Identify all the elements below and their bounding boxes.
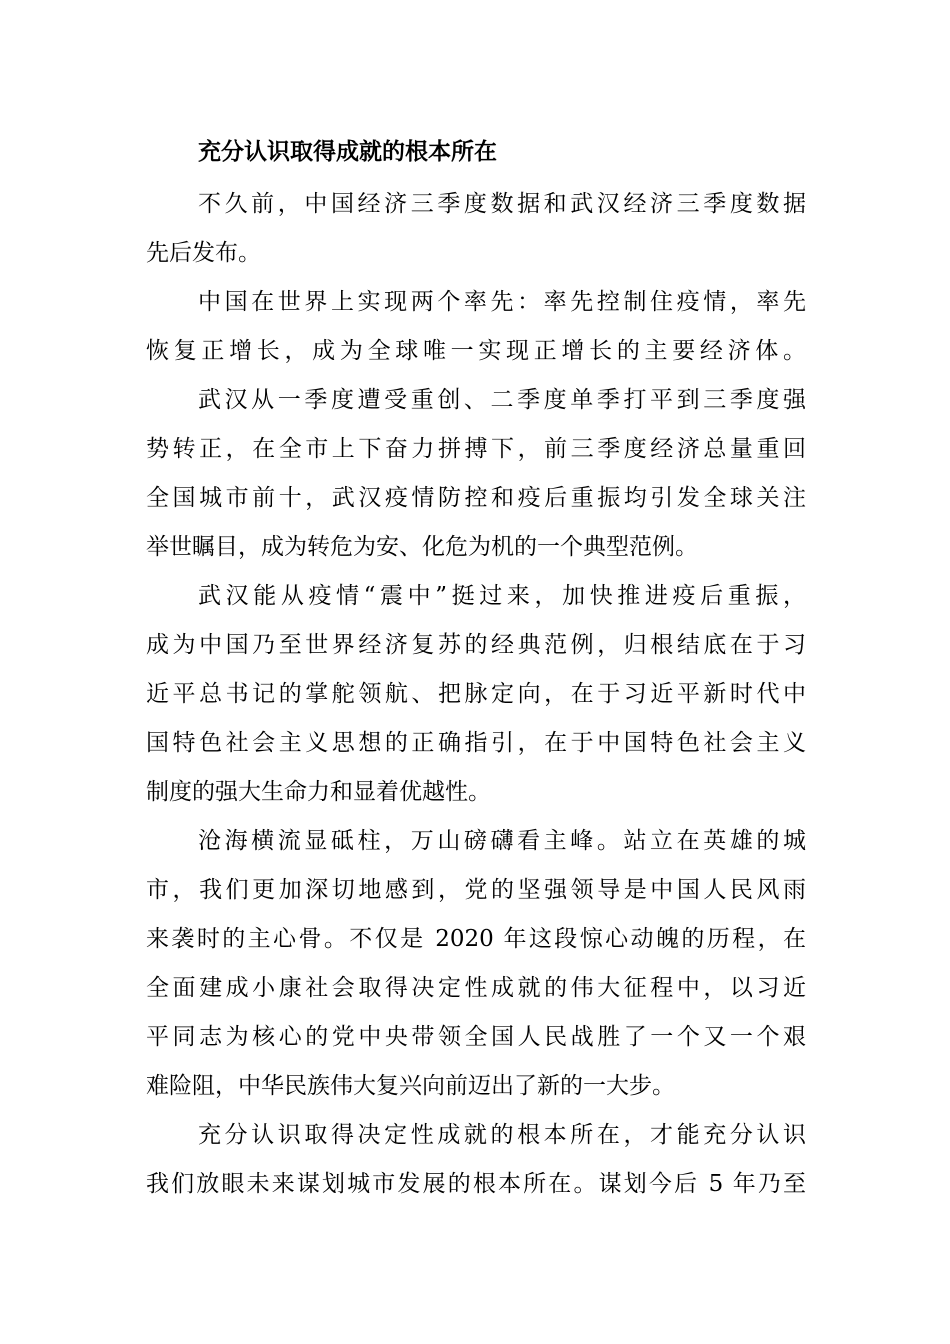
paragraph-line: 国特色社会主义思想的正确指引，在于中国特色社会主义 (146, 730, 806, 756)
paragraph-line: 举世瞩目，成为转危为安、化危为机的一个典型范例。 (146, 534, 698, 560)
paragraph-line: 全国城市前十，武汉疫情防控和疫后重振均引发全球关注 (146, 485, 806, 511)
paragraph-line: 武汉从一季度遭受重创、二季度单季打平到三季度强 (198, 387, 806, 413)
paragraph-line: 难险阻，中华民族伟大复兴向前迈出了新的一大步。 (146, 1073, 675, 1099)
document-title: 充分认识取得成就的根本所在 (198, 139, 497, 165)
paragraph-line: 平同志为核心的党中央带领全国人民战胜了一个又一个艰 (146, 1024, 806, 1050)
paragraph-line: 来袭时的主心骨。不仅是 2020 年这段惊心动魄的历程，在 (146, 926, 806, 952)
document-body (146, 180, 806, 1209)
paragraph-5 (146, 817, 806, 1111)
paragraph-line: 市，我们更加深切地感到，党的坚强领导是中国人民风雨 (146, 877, 806, 903)
paragraph-line: 充分认识取得决定性成就的根本所在，才能充分认识 (198, 1122, 806, 1148)
paragraph-3 (146, 376, 806, 572)
paragraph-line: 近平总书记的掌舵领航、把脉定向，在于习近平新时代中 (146, 681, 806, 707)
paragraph-line: 沧海横流显砥柱，万山磅礴看主峰。站立在英雄的城 (198, 828, 806, 854)
paragraph-line: 恢复正增长，成为全球唯一实现正增长的主要经济体。 (146, 338, 806, 364)
paragraph-6 (146, 1111, 806, 1209)
paragraph-line: 不久前，中国经济三季度数据和武汉经济三季度数据 (198, 191, 806, 217)
paragraph-1 (146, 180, 806, 278)
paragraph-line: 势转正，在全市上下奋力拼搏下，前三季度经济总量重回 (146, 436, 806, 462)
paragraph-line: 我们放眼未来谋划城市发展的根本所在。谋划今后 5 年乃至 (146, 1171, 806, 1197)
paragraph-line: 成为中国乃至世界经济复苏的经典范例，归根结底在于习 (146, 632, 806, 658)
paragraph-line: 中国在世界上实现两个率先：率先控制住疫情，率先 (198, 289, 806, 315)
paragraph-4 (146, 572, 806, 817)
paragraph-line: 先后发布。 (146, 240, 261, 266)
paragraph-line: 全面建成小康社会取得决定性成就的伟大征程中，以习近 (146, 975, 806, 1001)
paragraph-line: 制度的强大生命力和显着优越性。 (146, 779, 491, 805)
paragraph-2 (146, 278, 806, 376)
paragraph-line: 武汉能从疫情“震中”挺过来，加快推进疫后重振， (198, 583, 806, 609)
